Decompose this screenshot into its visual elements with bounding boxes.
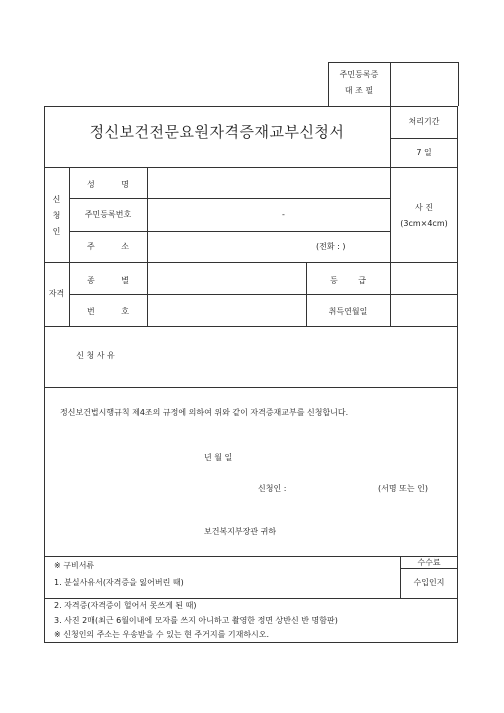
addressee: 보건복지부장관 귀하 [204,527,277,536]
processing-days: 7 일 [416,148,432,157]
applicant-sign-label: 신청인 : [258,484,287,493]
name-label: 성 명 [87,180,129,189]
documents-top-line [44,556,458,557]
address-label: 주 소 [87,242,129,251]
applicant-sign-field[interactable] [300,481,370,495]
acquired-date-label: 취득연월일 [328,307,368,316]
photo-size: (3cm×4cm) [400,219,448,228]
document-item-3: 3. 사진 2매(최근 6월이내에 모자를 쓰지 아니하고 촬영한 정면 상반신 반 명함판) [54,616,338,625]
date-line[interactable]: 년 월 일 [204,453,233,462]
document-item-2: 2. 자격증(자격증이 헐어서 못쓰게 된 때) [54,601,197,610]
right-column-divider [390,106,391,326]
rrn-label: 주민등록번호 [84,210,132,219]
documents-header: ※ 구비서류 [54,561,95,570]
idcheck-divider [390,62,391,106]
qualification-section-label: 자격 [48,289,65,298]
rrn-dash: - [282,210,285,219]
idcheck-line2: 대 조 필 [344,86,374,95]
idcheck-right-border [458,62,459,106]
fee-label: 수수료 [417,558,441,567]
fee-value: 수입인지 [413,578,445,587]
number-label: 번 호 [87,307,129,316]
applicant-section-char2: 청 [52,211,61,220]
fee-mid-line [400,568,458,569]
applicant-section-char1: 신 [52,195,61,204]
grade-field[interactable] [391,263,457,293]
address-field[interactable] [148,232,390,262]
idcheck-top-border [328,62,458,63]
photo-label: 사 진 [415,203,433,212]
rrn-field[interactable] [148,199,390,231]
sign-note: (서명 또는 인) [378,484,428,493]
applicant-section-char3: 인 [52,227,61,236]
address-note: ※ 신청인의 주소는 우송받을 수 있는 현 주거지를 기재하시오. [54,630,270,639]
reason-label: 신 청 사 유 [76,351,115,360]
form-title: 정신보건전문요원자격증재교부신청서 [89,123,345,141]
document-item-1: 1. 분실사유서(자격증을 잃어버린 때) [54,578,184,587]
idcheck-left-border [328,62,329,106]
phone-field[interactable]: (전화 : ) [316,242,346,251]
acquired-date-field[interactable] [391,295,457,325]
number-field[interactable] [148,295,306,325]
name-field[interactable] [148,168,390,198]
documents-split-line [44,598,458,599]
processing-label: 처리기간 [408,117,440,126]
statement-text: 정신보건법시행규칙 제4조의 규정에 의하여 위와 같이 자격증재교부를 신청합니다. [60,408,349,417]
grade-label: 등 급 [330,276,366,285]
type-label: 종 별 [87,276,129,285]
processing-divider [390,138,458,139]
reason-bottom-line [44,387,458,388]
type-field[interactable] [148,263,306,293]
idcheck-line1: 주민등록증 [339,70,379,79]
reason-field[interactable] [148,327,457,387]
